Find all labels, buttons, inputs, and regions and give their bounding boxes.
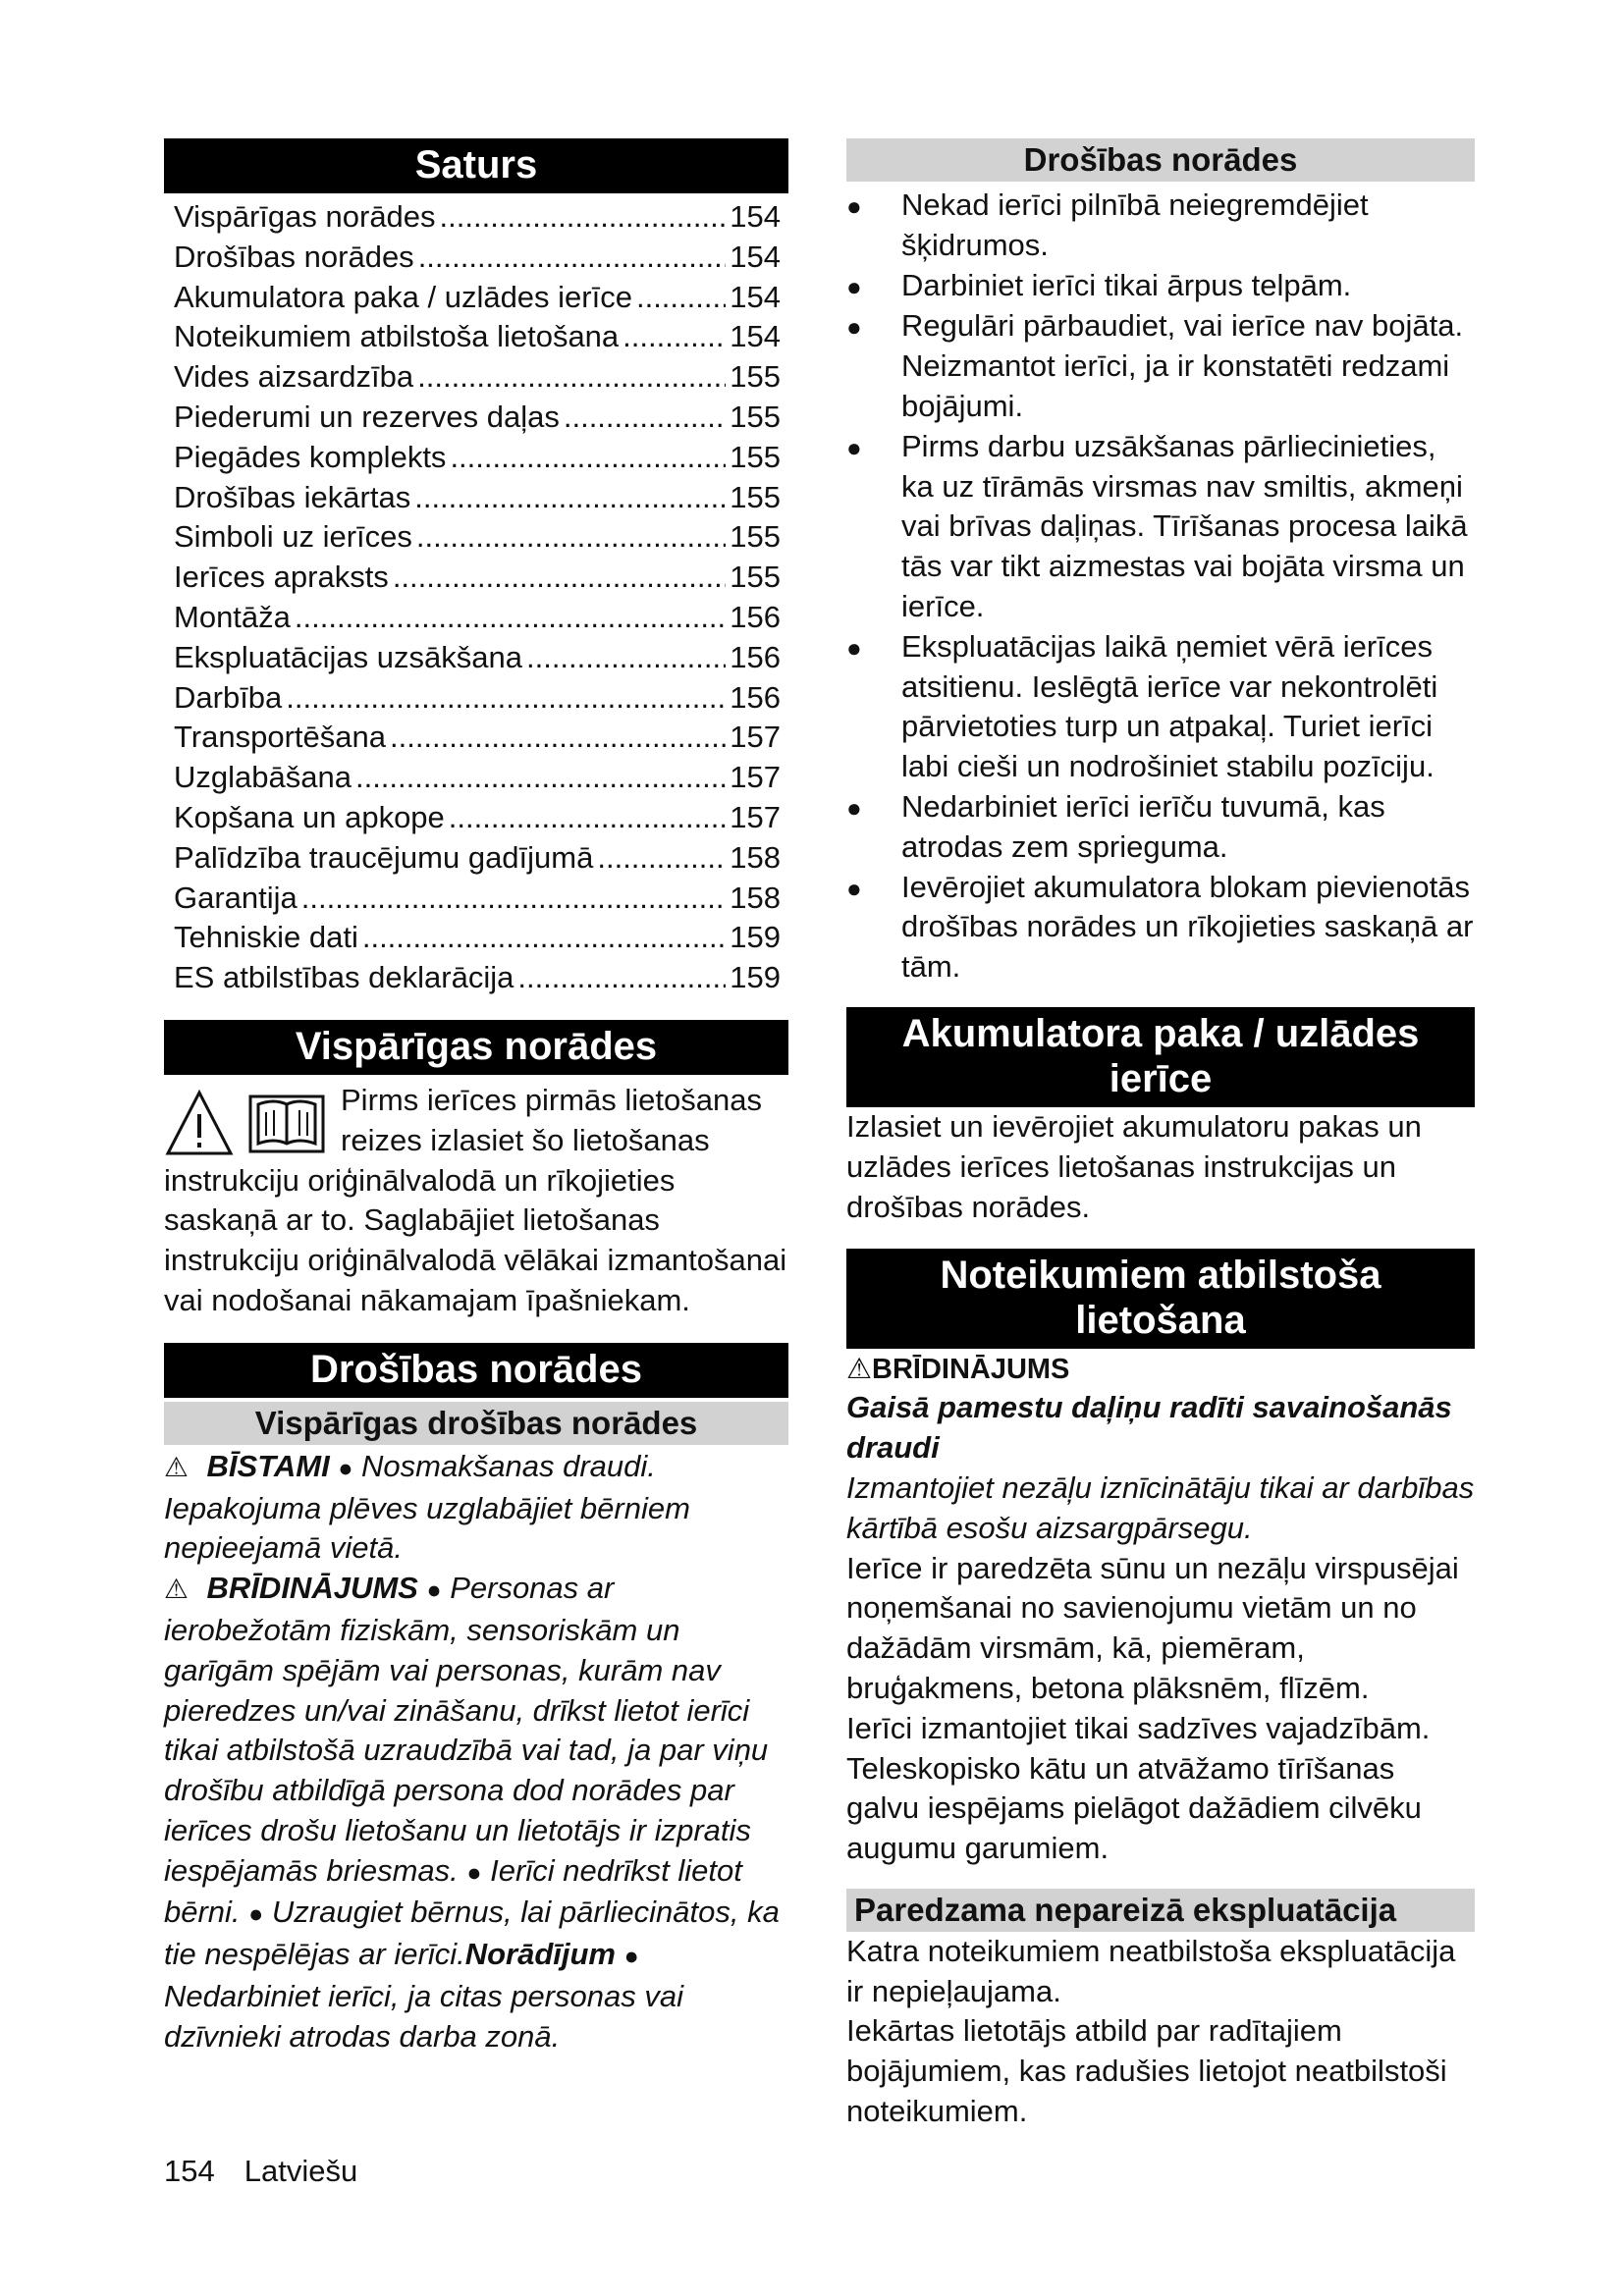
safety-bullet-list: [846, 186, 1475, 988]
general-line-1: Pirms ierīces pirmās lietošanas: [341, 1082, 762, 1117]
intended-hazard-text: Izmantojiet nezāļu iznīcinātāju tikai ar darbības kārtībā esošu aizsargpārsegu.: [846, 1469, 1475, 1545]
bullet-dot-icon: [846, 427, 901, 627]
list-item: ● Regulāri pārbaudiet, vai ierīce nav bojāta. Neizmantot ierīci, ja ir konstatēti redzami bojājumi.: [846, 306, 1475, 426]
bullet-dot-icon: ●: [623, 1943, 639, 1971]
bullet-dot-icon: ●: [338, 1454, 353, 1482]
warning-text-1: Personas ar ierobežotām fiziskām, sensoriskām un garīgām spējām vai personas, kurām nav pieredzes un/vai zināšanu, drīkst lietot ierīci tikai atbilstošā uzraudzībā vai tad, ja par viņu drošību atbildīgā persona dod norādes par ierīces drošu lietošanu un lietotājs ir izpratis iespējamās briesmas.: [164, 1571, 769, 1888]
bullet-dot-icon: ●: [426, 1576, 442, 1605]
intended-use-heading: [846, 1249, 1475, 1349]
toc-item[interactable]: Kopšana un apkope ..... 157: [174, 798, 781, 838]
bullet-dot-icon: [846, 266, 901, 307]
safety-general-text: [164, 1447, 788, 2057]
misuse-paragraph-2: Iekārtas lietotājs atbild par radītajiem bojājumiem, kas radušies lietojot neatbilstoši noteikumiem.: [846, 2013, 1447, 2129]
toc-item[interactable]: Simboli uz ierīces ..... 155: [174, 517, 781, 558]
misuse-paragraph-1: Katra noteikumiem neatbilstoša ekspluatācija ir nepieļaujama.: [846, 1933, 1456, 2008]
bullet-dot-icon: ●: [466, 1858, 482, 1887]
bullet-dot-icon: [846, 787, 901, 868]
warning-paragraph: [164, 1569, 788, 2057]
warning-label: BRĪDINĀJUMS: [206, 1571, 418, 1606]
bullet-dot-icon: [846, 306, 901, 426]
toc-item[interactable]: Piegādes komplekts ..... 155: [174, 438, 781, 478]
toc-item[interactable]: Drošības norādes ..... 154: [174, 238, 781, 278]
safety-subheading: Vispārīgas drošības norādes: [164, 1402, 788, 1445]
intended-paragraph-2: Ierīci izmantojiet tikai sadzīves vajadzībām.: [846, 1710, 1431, 1745]
bullet-dot-icon: ●: [248, 1900, 264, 1929]
toc-item[interactable]: Palīdzība traucējumu gadījumā ..... 158: [174, 838, 781, 879]
bullet-dot-icon: [846, 627, 901, 787]
intended-paragraph-3: Teleskopisko kātu un atvāžamo tīrīšanas galvu iespējams pielāgot dažādiem cilvēku augumu garumiem.: [846, 1750, 1422, 1866]
toc-item[interactable]: Vides aizsardzība ..... 155: [174, 357, 781, 398]
danger-paragraph: [164, 1447, 788, 1569]
toc-item[interactable]: Drošības iekārtas ..... 155: [174, 478, 781, 518]
list-item: ● Ievērojiet akumulatora blokam pievienotās drošības norādes un rīkojieties saskaņā ar tām.: [846, 868, 1475, 988]
misuse-text: [846, 1932, 1475, 2132]
toc-item[interactable]: Tehniskie dati ..... 159: [174, 918, 781, 958]
general-text: instrukciju oriģinālvalodā un rīkojieties saskaņā ar to. Saglabājiet lietošanas instrukciju oriģinālvalodā vēlākai izmantošanai vai nodošanai nākamajam īpašniekam.: [164, 1162, 787, 1317]
toc-item[interactable]: Piederumi un rezerves daļas ..... 155: [174, 398, 781, 438]
intended-use-heading-line-1: Noteikumiem atbilstoša: [940, 1254, 1381, 1298]
toc-heading: Saturs: [164, 138, 788, 193]
toc-item[interactable]: Ekspluatācijas uzsākšana ..... 156: [174, 638, 781, 678]
toc-item[interactable]: Noteikumiem atbilstoša lietošana ..... 154: [174, 317, 781, 357]
warning-triangle-icon: ⚠: [164, 1574, 189, 1605]
note-label: Norādījum: [464, 1937, 616, 1972]
toc-item[interactable]: Montāža ..... 156: [174, 598, 781, 638]
battery-text: Izlasiet un ievērojiet akumulatoru pakas un uzlādes ierīces lietošanas instrukcijas un drošības norādes.: [846, 1108, 1422, 1224]
danger-text: Nosmakšanas draudi. Iepakojuma plēves uzglabājiet bērniem nepieejamā vietā.: [164, 1448, 690, 1566]
note-text: Nedarbiniet ierīci, ja citas personas vai dzīvnieki atrodas darba zonā.: [164, 1979, 683, 2054]
table-of-contents: [164, 193, 788, 998]
list-item: ● Darbiniet ierīci tikai ārpus telpām.: [846, 266, 1475, 307]
left-column: [164, 138, 788, 2057]
intended-use-heading-line-2: lietošana: [1075, 1299, 1246, 1343]
battery-heading-line-2: ierīce: [1109, 1056, 1213, 1100]
page-footer: [164, 2152, 357, 2191]
misuse-heading: Paredzama nepareizā ekspluatācija: [846, 1889, 1475, 1932]
warning-manual-icon: [164, 1087, 343, 1157]
warning-text-3: Uzraugiet bērnus, lai pārliecinātos, ka tie nespēlējas ar ierīci.: [164, 1895, 780, 1972]
warning-triangle-icon: ⚠: [164, 1451, 189, 1482]
bullet-dot-icon: [846, 186, 901, 266]
safety-right-heading: Drošības norādes: [846, 138, 1475, 182]
bullet-dot-icon: [846, 868, 901, 988]
list-item: ● Nedarbiniet ierīci ierīču tuvumā, kas atrodas zem sprieguma.: [846, 787, 1475, 868]
right-column: [846, 138, 1475, 2132]
intended-warning-label: ⚠BRĪDINĀJUMS: [846, 1354, 1070, 1386]
warning-text-2: Ierīci nedrīkst lietot bērni.: [164, 1852, 742, 1930]
toc-item[interactable]: Vispārīgas norādes ..... 154: [174, 197, 781, 238]
toc-item[interactable]: Transportēšana ..... 157: [174, 718, 781, 758]
general-heading: Vispārīgas norādes: [164, 1020, 788, 1075]
footer-language: Latviešu: [244, 2154, 358, 2188]
battery-heading-line-1: Akumulatora paka / uzlādes: [901, 1011, 1420, 1055]
intended-hazard: Gaisā pamestu daļiņu radīti savainošanās draudi: [846, 1390, 1452, 1466]
page-number: 154: [164, 2154, 215, 2188]
toc-item[interactable]: Garantija ..... 158: [174, 879, 781, 919]
toc-item[interactable]: ES atbilstības deklarācija ..... 159: [174, 958, 781, 998]
toc-item[interactable]: Ierīces apraksts ..... 155: [174, 558, 781, 598]
list-item: ● Ekspluatācijas laikā ņemiet vērā ierīces atsitienu. Ieslēgtā ierīce var nekontrolēti pārvietoties turp un atpakaļ. Turiet ierīci labi cieši un nodrošiniet stabilu pozīciju.: [846, 627, 1475, 787]
list-item: ● Pirms darbu uzsākšanas pārliecinieties, ka uz tīrāmās virsmas nav smiltis, akmeņi vai brīvas daļiņas. Tīrīšanas procesa laikā tās var tikt aizmestas vai bojāta virsma un ierīce.: [846, 427, 1475, 627]
general-line-2: reizes izlasiet šo lietošanas: [341, 1122, 710, 1157]
intended-use-text: [846, 1351, 1475, 1869]
battery-heading: [846, 1007, 1475, 1107]
toc-item[interactable]: Akumulatora paka / uzlādes ierīce ..... 154: [174, 278, 781, 318]
intended-paragraph-1: Ierīce ir paredzēta sūnu un nezāļu virspusējai noņemšanai no savienojumu vietām un no dažādām virsmām, kā, piemēram, bruģakmens, betona plāksnēm, flīzēm.: [846, 1550, 1459, 1705]
toc-item[interactable]: Darbība ..... 156: [174, 678, 781, 719]
general-intro: [164, 1081, 788, 1321]
toc-item[interactable]: Uzglabāšana ..... 157: [174, 758, 781, 798]
danger-label: BĪSTAMI: [206, 1448, 330, 1483]
list-item: ● Nekad ierīci pilnībā neiegremdējiet šķidrumos.: [846, 186, 1475, 266]
safety-heading: Drošības norādes: [164, 1343, 788, 1398]
